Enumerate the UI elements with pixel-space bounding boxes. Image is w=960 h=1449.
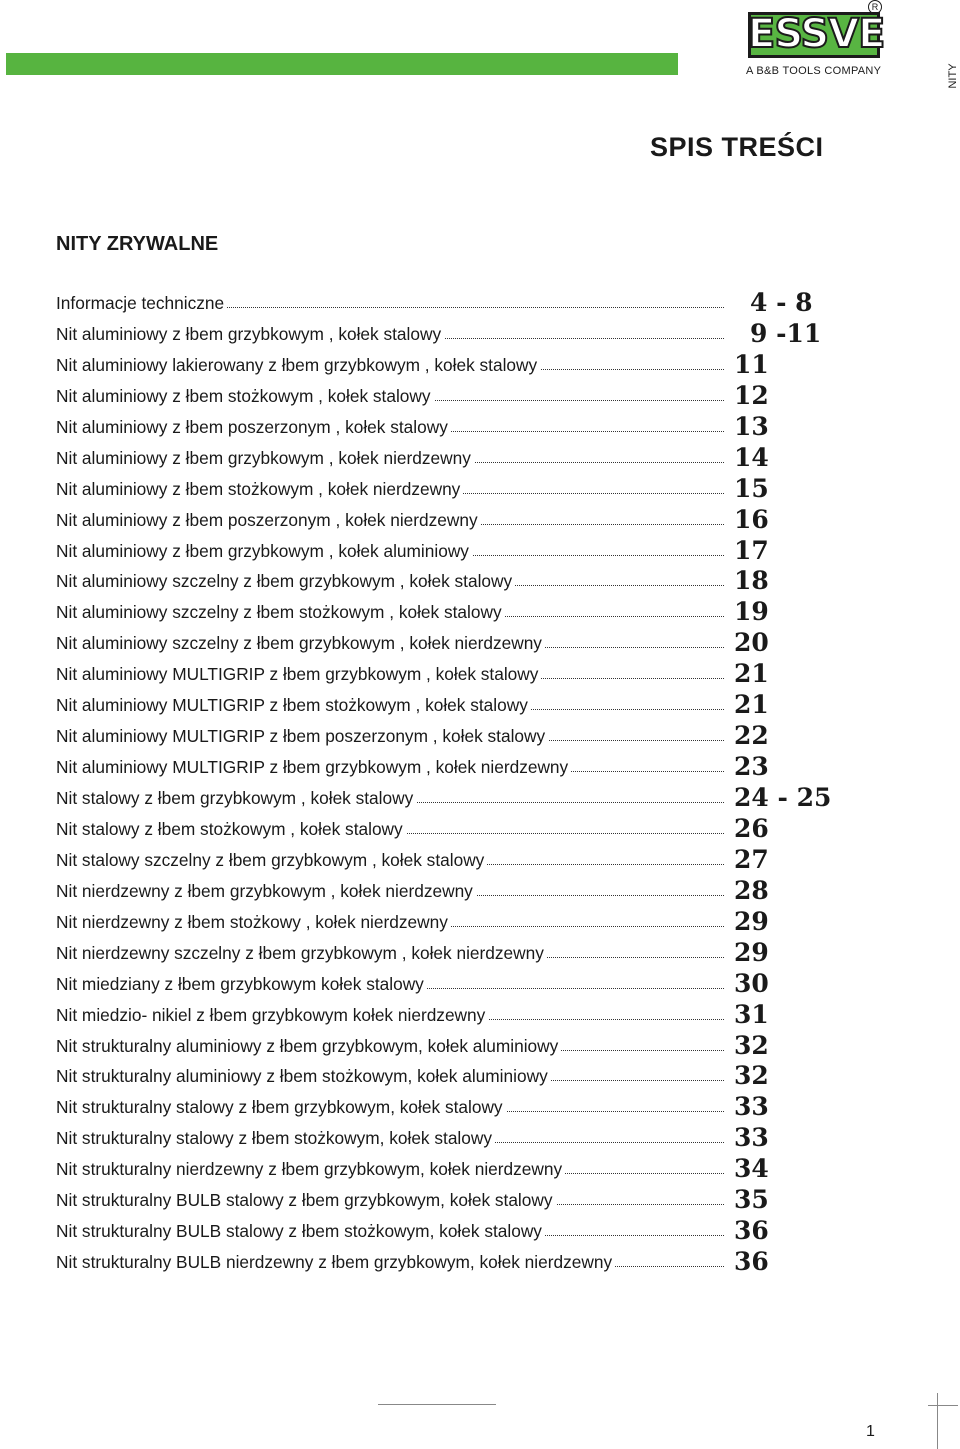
toc-entry-text: Nit aluminiowy szczelny z łbem grzybkowym , kołek nierdzewny: [56, 633, 545, 653]
toc-entry-label: [56, 1035, 724, 1057]
toc-entry[interactable]: [56, 628, 856, 659]
toc-entry-text: Nit strukturalny BULB nierdzewny z łbem grzybkowym, kołek nierdzewny: [56, 1252, 615, 1272]
toc-entry-page: 27: [734, 844, 769, 874]
toc-entry[interactable]: [56, 288, 856, 319]
toc-entry-label: [56, 1220, 724, 1242]
toc-entry-page: 29: [734, 937, 769, 967]
toc-entry[interactable]: [56, 566, 856, 597]
toc-entry[interactable]: [56, 536, 856, 567]
toc-entry-text: Nit strukturalny stalowy z łbem stożkowym, kołek stalowy: [56, 1128, 495, 1148]
toc-entry-label: [56, 509, 724, 531]
toc-entry-page: 36: [734, 1216, 769, 1246]
toc-entry-page: 18: [734, 566, 769, 596]
toc-entry-label: [56, 570, 724, 592]
toc-entry-label: [56, 1096, 724, 1118]
footer-print-marks: [378, 1404, 496, 1408]
toc-entry[interactable]: [56, 1185, 856, 1216]
toc-entry-text: Nit aluminiowy z łbem grzybkowym , kołek stalowy: [56, 324, 444, 344]
registered-mark-icon: R: [868, 0, 882, 14]
toc-entry-page: 26: [734, 813, 769, 843]
footer-crop-mark: [937, 1393, 938, 1449]
toc-entry-page: 31: [734, 999, 769, 1029]
toc-entry-page: 30: [734, 968, 769, 998]
toc-entry-page: 11: [734, 349, 769, 379]
toc-entry-text: Nit aluminiowy z łbem grzybkowym , kołek nierdzewny: [56, 448, 474, 468]
toc-entry-text: Nit aluminiowy z łbem poszerzonym , kołek nierdzewny: [56, 510, 481, 530]
toc-entry-label: [56, 663, 724, 685]
toc-entry-label: [56, 942, 724, 964]
toc-entry-label: [56, 1127, 724, 1149]
toc-entry-text: Nit strukturalny BULB stalowy z łbem stożkowym, kołek stalowy: [56, 1221, 545, 1241]
toc-entry-label: [56, 756, 724, 778]
toc-entry-label: [56, 911, 724, 933]
toc-entry[interactable]: [56, 474, 856, 505]
toc-entry-page: 12: [734, 380, 769, 410]
toc-entry[interactable]: [56, 319, 856, 350]
toc-entry-label: [56, 1251, 724, 1273]
toc-entry-page: 4 - 8: [750, 288, 813, 317]
toc-entry[interactable]: [56, 690, 856, 721]
toc-entry-label: [56, 849, 724, 871]
toc-entry-page: 36: [734, 1247, 769, 1277]
toc-entry-text: Nit strukturalny stalowy z łbem grzybkowym, kołek stalowy: [56, 1097, 506, 1117]
toc-entry-page: 17: [734, 535, 769, 565]
toc-entry[interactable]: [56, 1123, 856, 1154]
toc-entry[interactable]: [56, 659, 856, 690]
toc-entry[interactable]: [56, 1061, 856, 1092]
toc-entry-page: 21: [734, 659, 769, 689]
toc-entry-text: Nit aluminiowy lakierowany z łbem grzybkowym , kołek stalowy: [56, 355, 540, 375]
toc-entry-text: Informacje techniczne: [56, 293, 227, 313]
toc-entry-page: 14: [734, 442, 769, 472]
toc-entry[interactable]: [56, 1031, 856, 1062]
toc-entry-text: Nit aluminiowy MULTIGRIP z łbem poszerzonym , kołek stalowy: [56, 726, 548, 746]
toc-entry-label: [56, 880, 724, 902]
toc-entry[interactable]: [56, 443, 856, 474]
toc-entry-text: Nit strukturalny nierdzewny z łbem grzybkowym, kołek nierdzewny: [56, 1159, 565, 1179]
toc-entry[interactable]: [56, 597, 856, 628]
toc-entry-page: 29: [734, 906, 769, 936]
page-title: SPIS TREŚCI: [650, 132, 824, 162]
toc-entry-page: 32: [734, 1030, 769, 1060]
toc-entry-page: 28: [734, 875, 769, 905]
toc-entry-page: 23: [734, 752, 769, 782]
toc-entry-text: Nit aluminiowy z łbem stożkowym , kołek nierdzewny: [56, 479, 463, 499]
toc-entry[interactable]: [56, 814, 856, 845]
toc-entry-page: 32: [734, 1061, 769, 1091]
toc-entry-page: 13: [734, 411, 769, 441]
company-tagline: A B&B TOOLS COMPANY: [746, 65, 882, 77]
toc-entry[interactable]: [56, 938, 856, 969]
toc-entry[interactable]: [56, 876, 856, 907]
toc-entry-page: 22: [734, 721, 769, 751]
toc-entry[interactable]: [56, 350, 856, 381]
toc-entry[interactable]: [56, 505, 856, 536]
toc-entry-page: 21: [734, 690, 769, 720]
toc-entry-label: [56, 540, 724, 562]
toc-entry-label: [56, 725, 724, 747]
toc-entry-label: [56, 292, 724, 314]
toc-entry-text: Nit nierdzewny z łbem grzybkowym , kołek nierdzewny: [56, 881, 476, 901]
toc-entry-text: Nit strukturalny aluminiowy z łbem stożkowym, kołek aluminiowy: [56, 1066, 551, 1086]
toc-entry[interactable]: [56, 381, 856, 412]
toc-entry-label: [56, 818, 724, 840]
toc-entry-text: Nit aluminiowy MULTIGRIP z łbem stożkowym , kołek stalowy: [56, 695, 531, 715]
toc-entry[interactable]: [56, 1154, 856, 1185]
brand-logo: [744, 4, 884, 80]
toc-entry-page: 24 - 25: [734, 783, 832, 812]
toc-entry[interactable]: [56, 412, 856, 443]
toc-entry[interactable]: [56, 1216, 856, 1247]
toc-entry-label: [56, 323, 724, 345]
toc-entry-text: Nit aluminiowy MULTIGRIP z łbem grzybkowym , kołek stalowy: [56, 664, 541, 684]
toc-entry-page: 19: [734, 597, 769, 627]
toc-entry-page: 16: [734, 504, 769, 534]
logo-wordmark: ESSVE: [748, 11, 885, 57]
table-of-contents: [56, 288, 856, 1278]
toc-entry[interactable]: [56, 1092, 856, 1123]
toc-entry-text: Nit nierdzewny z łbem stożkowy , kołek nierdzewny: [56, 912, 451, 932]
toc-entry-text: Nit aluminiowy z łbem stożkowym , kołek stalowy: [56, 386, 434, 406]
page-number: 1: [866, 1423, 875, 1440]
toc-entry-label: [56, 447, 724, 469]
toc-entry-label: [56, 1065, 724, 1087]
section-heading: NITY ZRYWALNE: [56, 233, 219, 255]
toc-entry-text: Nit aluminiowy szczelny z łbem stożkowym , kołek stalowy: [56, 602, 505, 622]
toc-entry[interactable]: [56, 907, 856, 938]
toc-entry-label: [56, 973, 724, 995]
toc-entry[interactable]: [56, 969, 856, 1000]
toc-entry-page: 15: [734, 473, 769, 503]
toc-entry-label: [56, 478, 724, 500]
toc-entry-text: Nit miedziany z łbem grzybkowym kołek stalowy: [56, 974, 427, 994]
toc-entry-label: [56, 1158, 724, 1180]
toc-entry-text: Nit aluminiowy MULTIGRIP z łbem grzybkowym , kołek nierdzewny: [56, 757, 571, 777]
toc-entry-label: [56, 1004, 724, 1026]
toc-entry-page: 33: [734, 1123, 769, 1153]
toc-entry-text: Nit aluminiowy szczelny z łbem grzybkowym , kołek stalowy: [56, 571, 515, 591]
toc-entry-label: [56, 1189, 724, 1211]
toc-entry-label: [56, 354, 724, 376]
toc-entry-text: Nit stalowy z łbem stożkowym , kołek stalowy: [56, 819, 406, 839]
toc-entry[interactable]: [56, 1247, 856, 1278]
footer-divider: [928, 1405, 958, 1406]
toc-entry-text: Nit aluminiowy z łbem grzybkowym , kołek aluminiowy: [56, 541, 472, 561]
toc-entry-text: Nit strukturalny BULB stalowy z łbem grzybkowym, kołek stalowy: [56, 1190, 556, 1210]
toc-entry-text: Nit strukturalny aluminiowy z łbem grzybkowym, kołek aluminiowy: [56, 1036, 561, 1056]
toc-entry-text: Nit stalowy z łbem grzybkowym , kołek stalowy: [56, 788, 416, 808]
toc-entry-page: 9 -11: [750, 318, 822, 348]
toc-entry-page: 35: [734, 1185, 769, 1215]
toc-entry[interactable]: [56, 721, 856, 752]
toc-entry-page: 33: [734, 1092, 769, 1122]
toc-entry-label: [56, 694, 724, 716]
toc-entry[interactable]: [56, 783, 856, 814]
toc-entry[interactable]: [56, 752, 856, 783]
toc-entry-text: Nit stalowy szczelny z łbem grzybkowym , kołek stalowy: [56, 850, 487, 870]
side-section-label: NITY: [947, 63, 959, 89]
toc-entry-text: Nit nierdzewny szczelny z łbem grzybkowym , kołek nierdzewny: [56, 943, 547, 963]
toc-entry-label: [56, 416, 724, 438]
toc-entry-text: Nit miedzio- nikiel z łbem grzybkowym kołek nierdzewny: [56, 1005, 488, 1025]
toc-entry-page: 34: [734, 1154, 769, 1184]
toc-entry-label: [56, 385, 724, 407]
toc-entry[interactable]: [56, 1000, 856, 1031]
toc-entry-label: [56, 632, 724, 654]
toc-entry-text: Nit aluminiowy z łbem poszerzonym , kołek stalowy: [56, 417, 451, 437]
header-accent-bar: [6, 53, 678, 75]
toc-entry-label: [56, 787, 724, 809]
toc-entry[interactable]: [56, 845, 856, 876]
toc-entry-label: [56, 601, 724, 623]
toc-entry-page: 20: [734, 628, 769, 658]
